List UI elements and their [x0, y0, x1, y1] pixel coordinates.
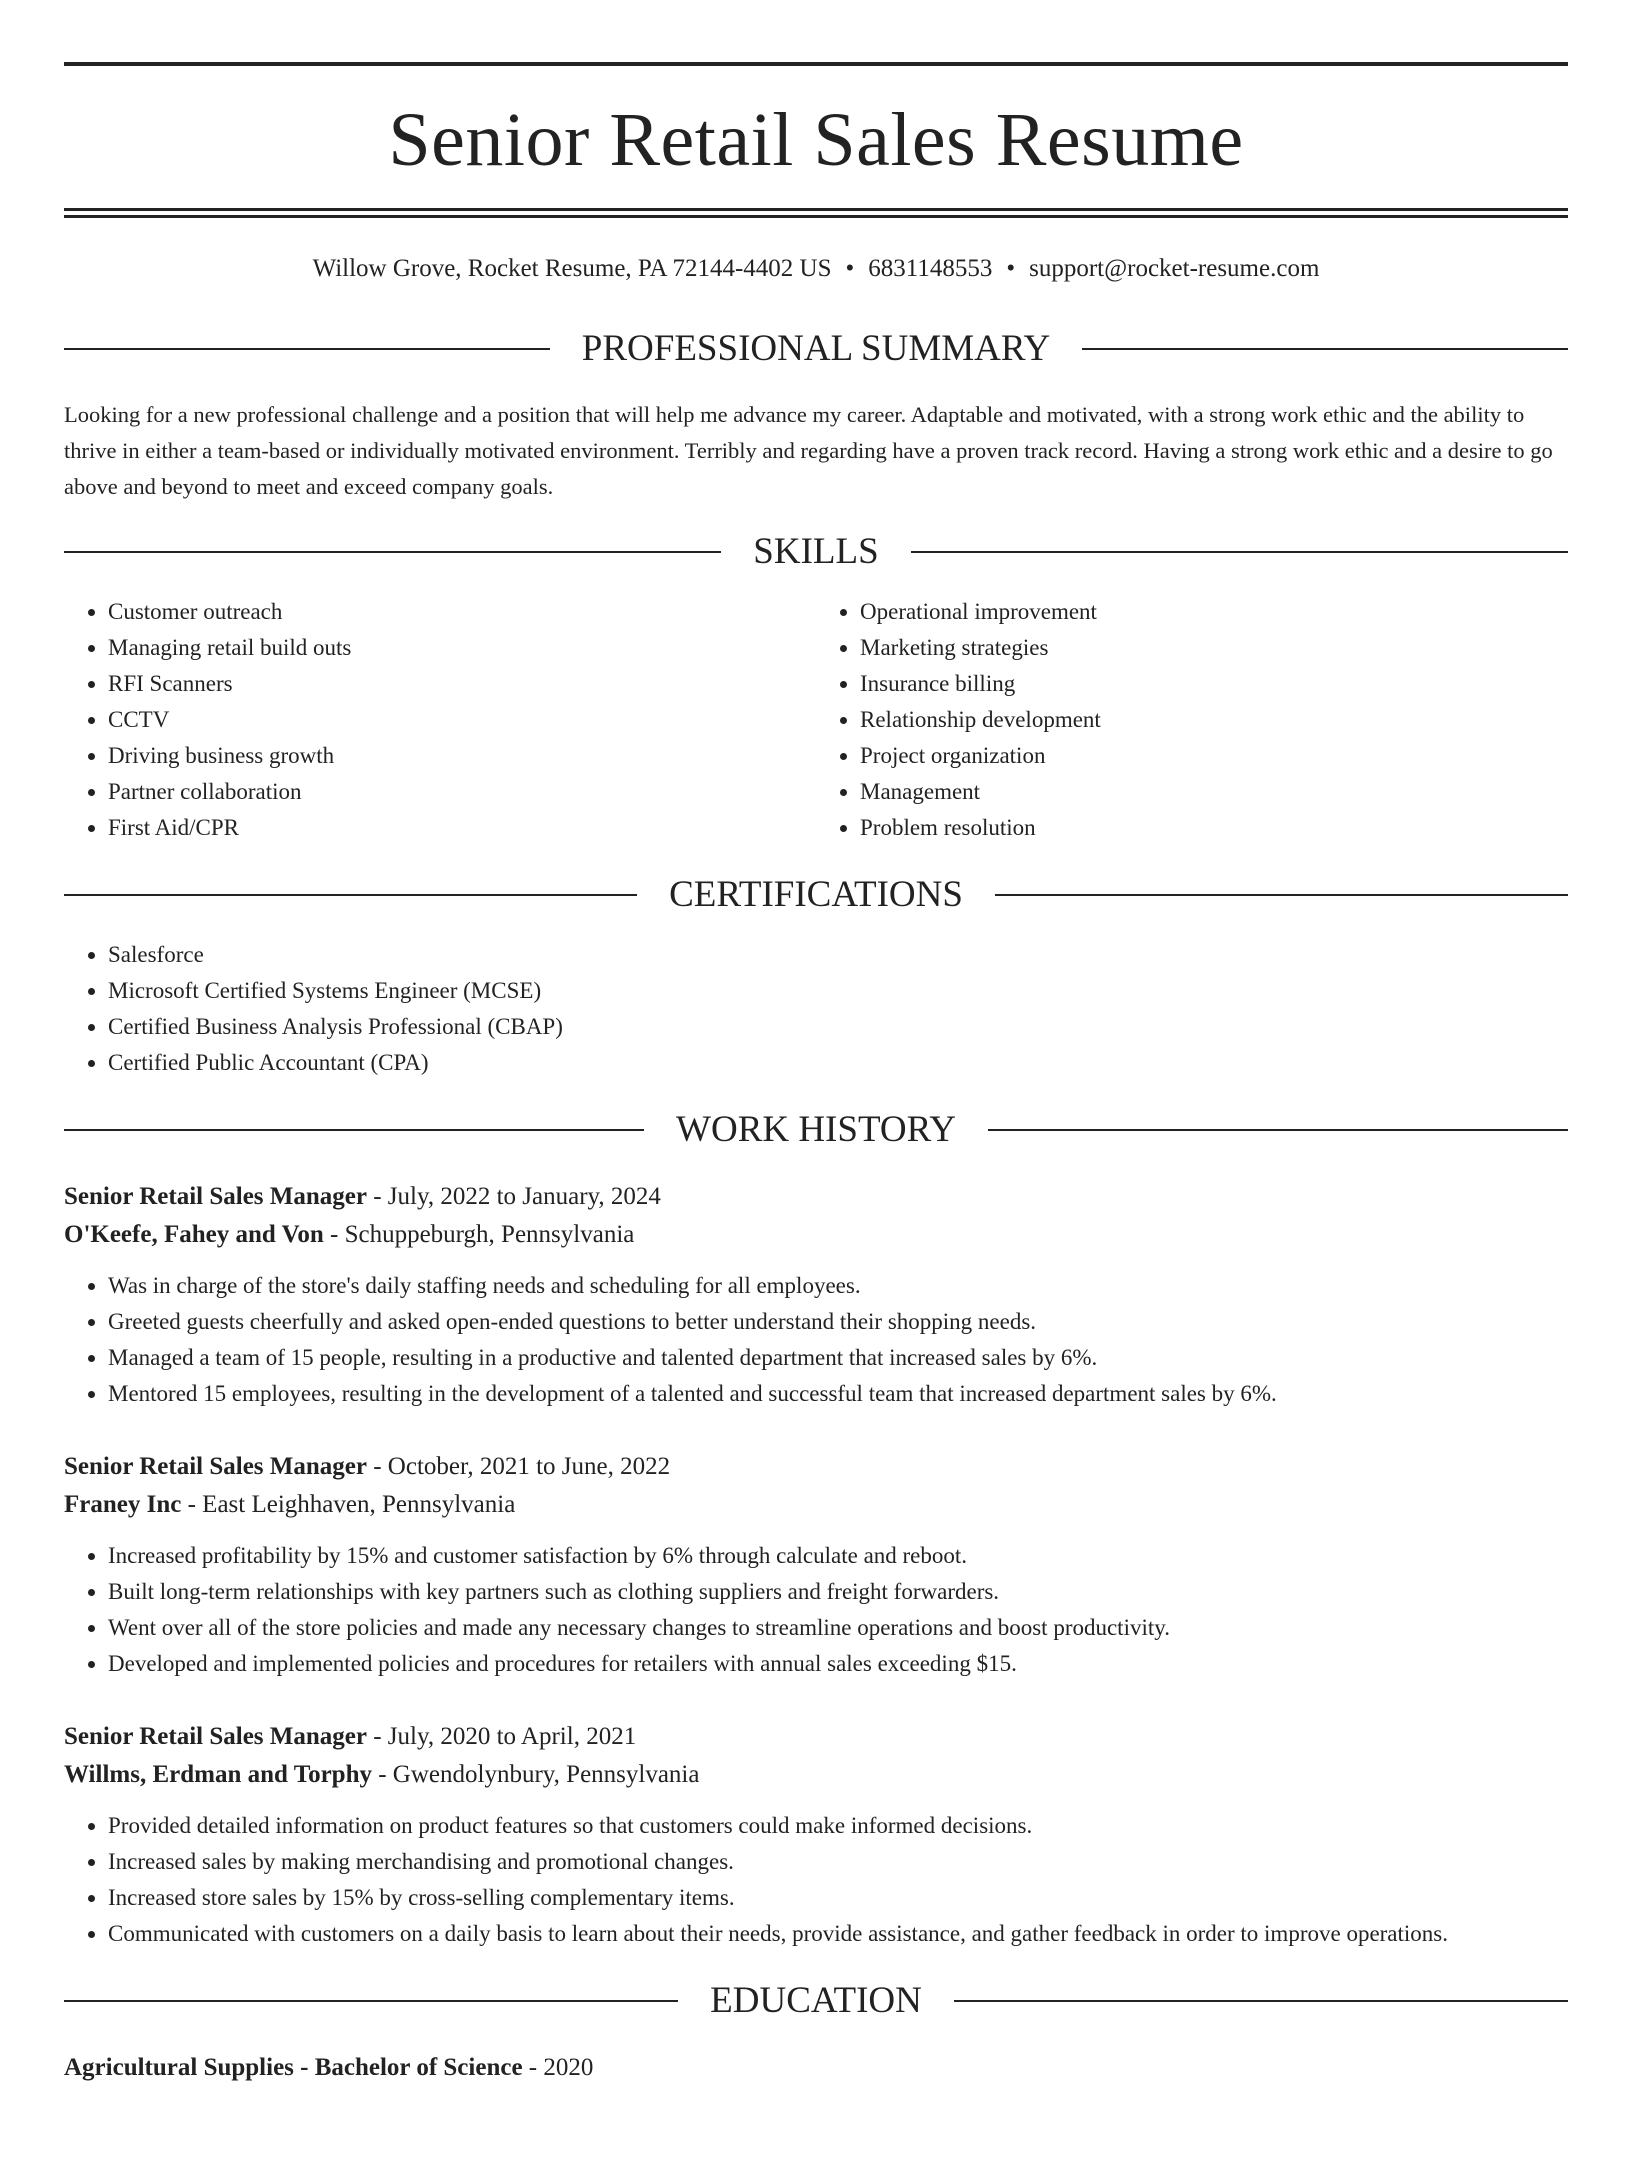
skill-item: • Management	[860, 774, 1568, 810]
education-entry	[64, 2049, 1568, 2087]
job-company: Franey Inc	[64, 1491, 182, 1518]
section-head-education	[64, 1982, 1568, 2019]
resume-title: Senior Retail Sales Resume	[388, 98, 1244, 182]
contact-phone: 6831148553	[868, 255, 993, 282]
job-company: O'Keefe, Fahey and Von	[64, 1221, 324, 1248]
skill-item: • CCTV	[108, 702, 816, 738]
job-bullet: • Increased store sales by 15% by cross-selling complementary items.	[108, 1880, 1568, 1916]
section-rule	[64, 2000, 678, 2002]
job-bullets	[64, 1808, 1568, 1952]
section-rule	[1082, 348, 1568, 350]
job-bullet: • Went over all of the store policies and made any necessary changes to streamline operations and boost productivity.	[108, 1610, 1568, 1646]
section-rule	[64, 551, 721, 553]
job-entry	[64, 1718, 1568, 1952]
job-bullet: • Mentored 15 employees, resulting in the development of a talented and successful team that increased department sales by 6%.	[108, 1376, 1568, 1412]
job-bullets	[64, 1268, 1568, 1412]
section-rule	[911, 551, 1568, 553]
skill-item: • Problem resolution	[860, 810, 1568, 846]
section-title-summary: PROFESSIONAL SUMMARY	[581, 328, 1051, 369]
job-bullet: • Built long-term relationships with key partners such as clothing suppliers and freight forwarders.	[108, 1574, 1568, 1610]
skill-item: • Project organization	[860, 738, 1568, 774]
certification-item: • Certified Public Accountant (CPA)	[108, 1045, 1568, 1081]
job-dates: - July, 2020 to April, 2021	[366, 1723, 637, 1750]
section-title-certifications: CERTIFICATIONS	[669, 874, 963, 915]
skills-column-left	[64, 594, 816, 846]
contact-address: Willow Grove, Rocket Resume, PA 72144-4402 US	[312, 255, 832, 282]
contact-email: support@rocket-resume.com	[1029, 255, 1320, 282]
contact-separator: •	[845, 255, 855, 282]
skill-item: • Marketing strategies	[860, 630, 1568, 666]
job-bullet: • Increased sales by making merchandising and promotional changes.	[108, 1844, 1568, 1880]
job-bullet: • Provided detailed information on product features so that customers could make informed decisions.	[108, 1808, 1568, 1844]
job-bullet: • Developed and implemented policies and procedures for retailers with annual sales exceeding $15.	[108, 1646, 1568, 1682]
job-entry	[64, 1448, 1568, 1682]
skill-item: • Relationship development	[860, 702, 1568, 738]
contact-line	[64, 254, 1568, 284]
top-rule	[64, 62, 1568, 66]
section-rule	[995, 894, 1568, 896]
job-company: Willms, Erdman and Torphy	[64, 1761, 372, 1788]
job-title: Senior Retail Sales Manager	[64, 1453, 367, 1480]
skill-item: • First Aid/CPR	[108, 810, 816, 846]
section-rule	[954, 2000, 1568, 2002]
skill-item: • Insurance billing	[860, 666, 1568, 702]
certification-item: • Salesforce	[108, 937, 1568, 973]
job-title: Senior Retail Sales Manager	[64, 1183, 367, 1210]
skill-item: • RFI Scanners	[108, 666, 816, 702]
skill-item: • Operational improvement	[860, 594, 1568, 630]
section-title-skills: SKILLS	[753, 531, 879, 572]
section-rule	[64, 348, 550, 350]
job-entry	[64, 1178, 1568, 1412]
job-company-line	[64, 1486, 1568, 1524]
job-title-line	[64, 1448, 1568, 1486]
section-rule	[988, 1129, 1568, 1131]
skills-column-right	[816, 594, 1568, 846]
certification-item: • Microsoft Certified Systems Engineer (MCSE)	[108, 973, 1568, 1009]
job-title-line	[64, 1718, 1568, 1756]
job-bullet: • Was in charge of the store's daily staffing needs and scheduling for all employees.	[108, 1268, 1568, 1304]
job-company-line	[64, 1216, 1568, 1254]
skill-item: • Driving business growth	[108, 738, 816, 774]
section-head-certifications	[64, 876, 1568, 913]
job-location: - East Leighhaven, Pennsylvania	[181, 1491, 516, 1518]
certification-item: • Certified Business Analysis Professional (CBAP)	[108, 1009, 1568, 1045]
job-title-line	[64, 1178, 1568, 1216]
job-dates: - July, 2022 to January, 2024	[366, 1183, 661, 1210]
title-double-rule	[64, 208, 1568, 218]
skill-item: • Customer outreach	[108, 594, 816, 630]
section-head-work-history	[64, 1111, 1568, 1148]
job-bullet: • Greeted guests cheerfully and asked open-ended questions to better understand their shopping needs.	[108, 1304, 1568, 1340]
education-degree: Agricultural Supplies - Bachelor of Science	[64, 2054, 523, 2081]
contact-separator: •	[1006, 255, 1016, 282]
job-bullet: • Communicated with customers on a daily basis to learn about their needs, provide assistance, and gather feedback in order to improve operations.	[108, 1916, 1568, 1952]
education-year: - 2020	[522, 2054, 594, 2081]
skills-columns	[64, 594, 1568, 846]
certifications-list	[64, 937, 1568, 1081]
resume-page	[0, 62, 1632, 2174]
job-location: - Gwendolynbury, Pennsylvania	[371, 1761, 700, 1788]
job-dates: - October, 2021 to June, 2022	[366, 1453, 671, 1480]
job-company-line	[64, 1756, 1568, 1794]
skill-item: • Managing retail build outs	[108, 630, 816, 666]
section-title-education: EDUCATION	[710, 1980, 922, 2021]
section-title-work-history: WORK HISTORY	[676, 1109, 956, 1150]
skills-list-right	[816, 594, 1568, 846]
section-rule	[64, 1129, 644, 1131]
job-bullets	[64, 1538, 1568, 1682]
summary-text: Looking for a new professional challenge and a position that will help me advance my career. Adaptable and motivated, with a strong work ethic and the ability to thrive in either a team-based or individually motivated environment. Terribly and regarding have a proven track record. Having a strong work ethic and a desire to go above and beyond to meet and exceed company goals.	[64, 402, 1553, 499]
job-bullet: • Managed a team of 15 people, resulting in a productive and talented department that increased sales by 6%.	[108, 1340, 1568, 1376]
job-location: - Schuppeburgh, Pennsylvania	[323, 1221, 635, 1248]
section-head-summary	[64, 330, 1568, 367]
job-title: Senior Retail Sales Manager	[64, 1723, 367, 1750]
section-rule	[64, 894, 637, 896]
section-head-skills	[64, 533, 1568, 570]
job-bullet: • Increased profitability by 15% and customer satisfaction by 6% through calculate and reboot.	[108, 1538, 1568, 1574]
skill-item: • Partner collaboration	[108, 774, 816, 810]
skills-list-left	[64, 594, 816, 846]
